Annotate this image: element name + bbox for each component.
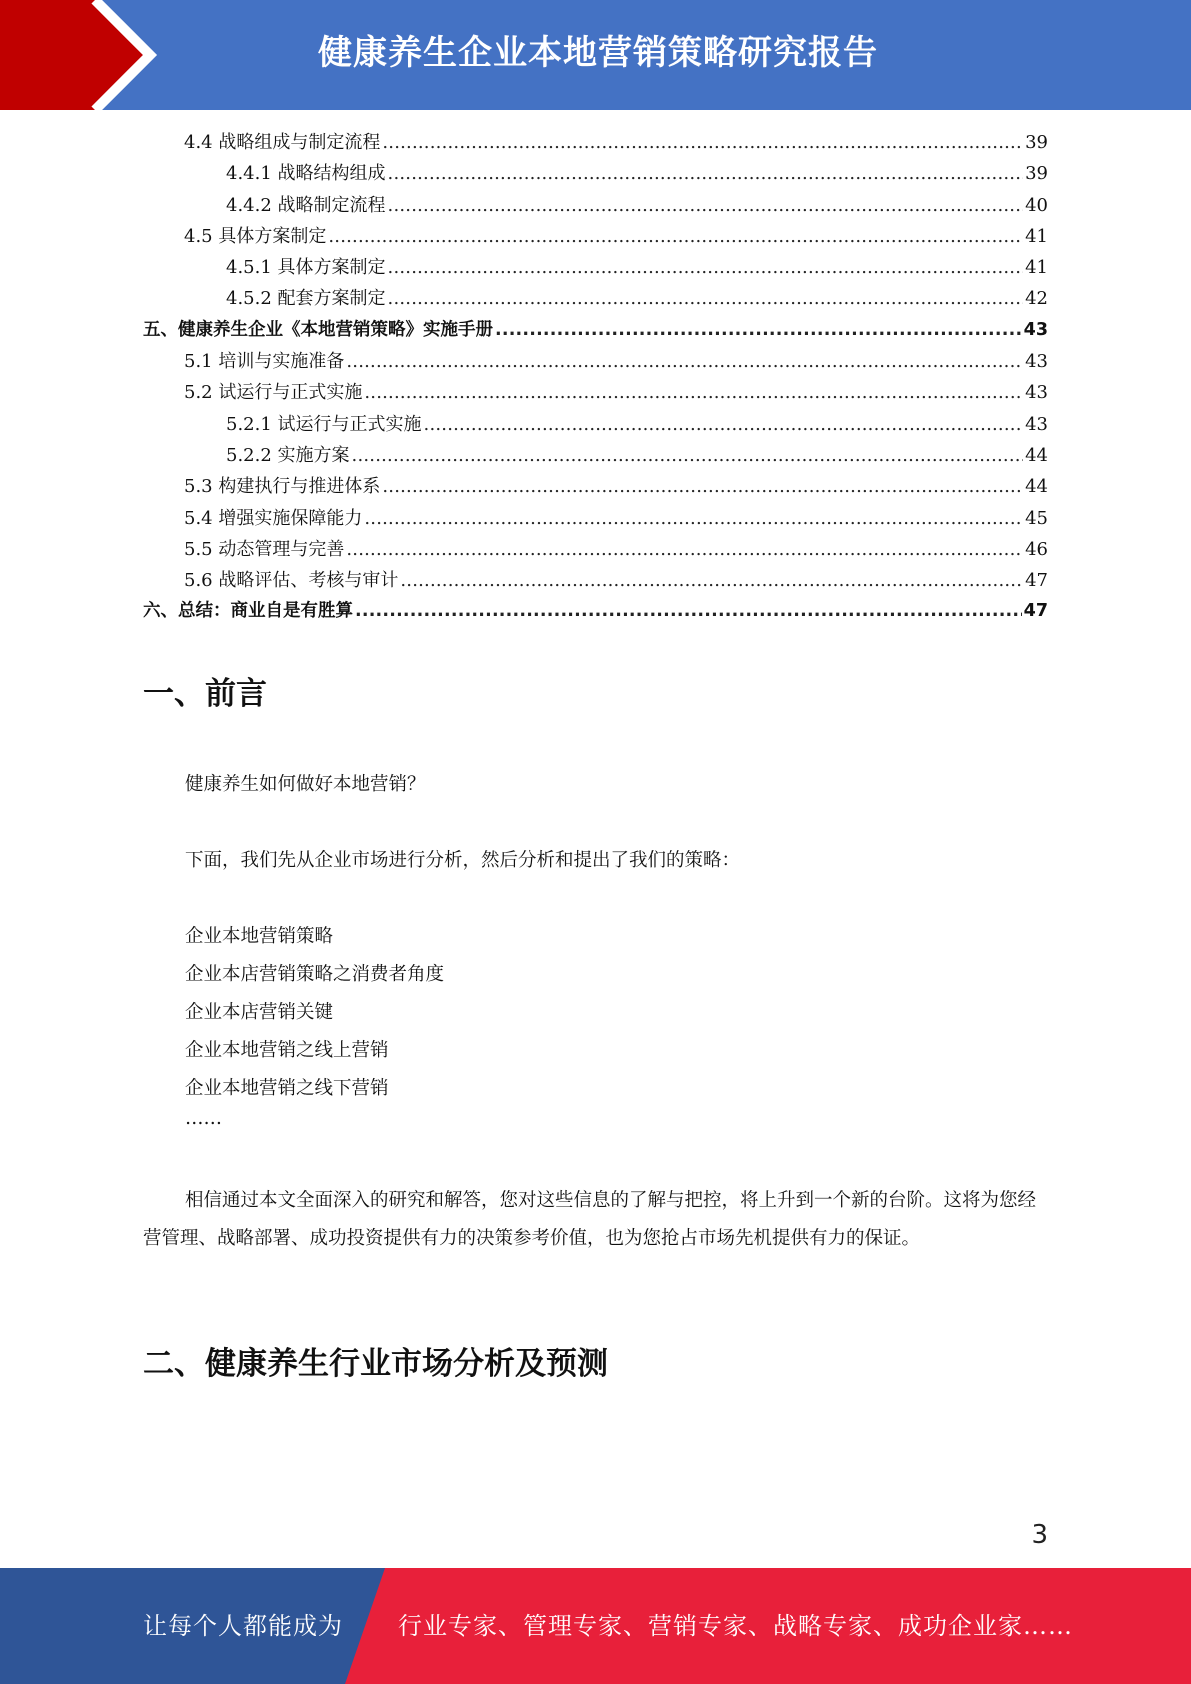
toc-leader-dots [424,414,1024,435]
toc-entry-label: 4.5.2 配套方案制定 [226,288,386,310]
toc-entry[interactable] [143,535,1048,566]
toc-entry-label: 4.5.1 具体方案制定 [226,257,386,279]
toc-entry[interactable] [143,504,1048,535]
toc-entry[interactable] [143,566,1048,597]
toc-leader-dots [328,226,1023,247]
toc-leader-dots [388,163,1024,184]
toc-entry[interactable] [143,128,1048,159]
toc-entry[interactable] [143,347,1048,378]
toc-entry-label: 5.1 培训与实施准备 [184,351,345,373]
toc-leader-dots [346,539,1023,560]
toc-leader-dots [495,320,1022,340]
toc-entry-page: 39 [1025,132,1048,153]
toc-entry-label: 5.2.2 实施方案 [226,444,350,466]
toc-entry[interactable] [143,222,1048,253]
toc-entry[interactable] [143,253,1048,284]
strategy-list-item: 企业本地营销之线上营销 [185,1040,389,1061]
toc-entry-label: 5.2.1 试运行与正式实施 [226,413,422,435]
toc-entry-label: 5.2 试运行与正式实施 [184,382,363,404]
toc-entry-page: 45 [1025,507,1048,529]
toc-leader-dots [364,508,1023,529]
toc-entry-label: 5.5 动态管理与完善 [184,538,345,560]
section-heading-market-analysis: 二、健康养生行业市场分析及预测 [143,1346,608,1382]
toc-entry-page: 47 [1023,601,1048,622]
strategy-list-item: 企业本店营销关键 [185,1002,334,1023]
header-chevron-decoration [0,0,300,110]
toc-leader-dots [400,570,1023,591]
list-ellipsis: …… [185,1108,222,1129]
preface-intro: 下面，我们先从企业市场进行分析，然后分析和提出了我们的策略： [185,850,741,871]
toc-entry-page: 41 [1025,225,1048,247]
toc-entry-label: 4.5 具体方案制定 [184,225,327,247]
toc-leader-dots [382,476,1023,497]
section-heading-preface: 一、前言 [143,676,267,712]
toc-entry-label: 4.4.1 战略结构组成 [226,163,386,185]
toc-entry-page: 39 [1025,163,1048,185]
toc-entry-page: 41 [1025,257,1048,279]
toc-entry[interactable] [143,472,1048,503]
toc-entry-page: 47 [1025,570,1048,592]
footer-slogan-left: 让每个人都能成为 [143,1612,343,1640]
toc-entry-page: 44 [1025,444,1048,466]
toc-entry[interactable] [143,597,1048,628]
preface-conclusion: 相信通过本文全面深入的研究和解答，您对这些信息的了解与把控，将上升到一个新的台阶。这将为您经营管理、战略部署、成功投资提供有力的决策参考价值，也为您抢占市场先机提供有力的保证。 [143,1190,1037,1249]
toc-entry-label: 5.4 增强实施保障能力 [184,507,363,529]
toc-entry[interactable] [143,159,1048,190]
toc-leader-dots [352,445,1024,466]
toc-entry[interactable] [143,191,1048,222]
page-header [0,0,1191,110]
toc-entry-page: 43 [1023,319,1048,340]
toc-leader-dots [382,132,1023,153]
preface-question: 健康养生如何做好本地营销？ [185,774,426,795]
toc-entry-label: 六、总结：商业自是有胜算 [143,601,353,622]
table-of-contents [143,128,1048,629]
toc-entry[interactable] [143,284,1048,315]
toc-entry-page: 46 [1025,538,1048,560]
toc-entry-label: 5.6 战略评估、考核与审计 [184,570,399,592]
document-title: 健康养生企业本地营销策略研究报告 [318,33,878,73]
strategy-list-item: 企业本地营销策略 [185,926,334,947]
toc-entry-page: 40 [1025,194,1048,216]
toc-leader-dots [388,257,1024,278]
toc-entry[interactable] [143,441,1048,472]
page-footer [0,1568,1191,1684]
toc-entry-label: 4.4 战略组成与制定流程 [184,132,381,153]
toc-entry-page: 43 [1025,413,1048,435]
toc-entry-page: 43 [1025,382,1048,404]
toc-entry-label: 五、健康养生企业《本地营销策略》实施手册 [143,319,493,340]
footer-slogan-right: 行业专家、管理专家、营销专家、战略专家、成功企业家…… [398,1612,1073,1640]
toc-leader-dots [346,351,1023,372]
toc-leader-dots [364,382,1023,403]
toc-entry[interactable] [143,410,1048,441]
strategy-list-item: 企业本地营销之线下营销 [185,1078,389,1099]
toc-entry[interactable] [143,378,1048,409]
toc-entry-page: 43 [1025,351,1048,373]
strategy-list-item: 企业本店营销策略之消费者角度 [185,964,445,985]
toc-leader-dots [388,195,1024,216]
toc-entry-label: 5.3 构建执行与推进体系 [184,476,381,498]
page-number: 3 [1031,1520,1048,1550]
toc-leader-dots [355,601,1022,621]
toc-entry-page: 42 [1025,288,1048,310]
toc-entry-page: 44 [1025,476,1048,498]
toc-leader-dots [388,288,1024,309]
toc-entry-label: 4.4.2 战略制定流程 [226,194,386,216]
toc-entry[interactable] [143,316,1048,347]
